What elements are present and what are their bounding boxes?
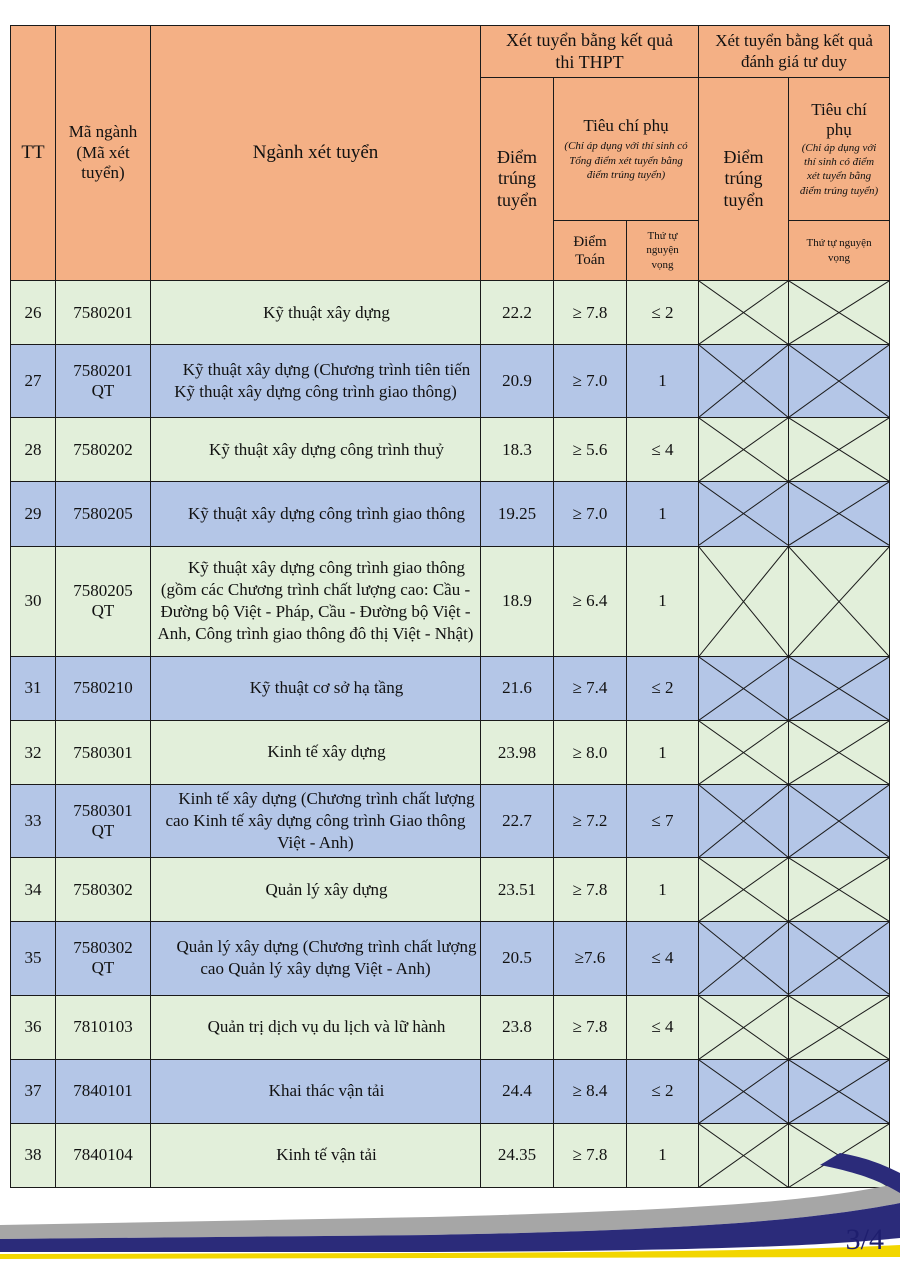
cell-ma-code: 7580210: [73, 678, 133, 698]
cell-diem-toan: ≥ 7.2: [554, 785, 627, 858]
cell-tt: 28: [11, 418, 56, 482]
cell-tt: 36: [11, 995, 56, 1059]
cell-nganh-text: Kinh tế vận tải: [276, 1145, 377, 1165]
header-group-thpt: [481, 26, 699, 78]
header-tieu-chi-phu-tuduy-title: Tiêu chí phụ: [811, 100, 867, 140]
footer-swoosh-decoration: [0, 1153, 900, 1273]
cell-ma-nganh: [56, 720, 151, 784]
cell-nganh: [151, 858, 481, 922]
cell-not-applicable: [789, 281, 890, 345]
cell-thu-tu-nv: ≤ 4: [627, 922, 699, 995]
cell-not-applicable: [699, 858, 789, 922]
cell-tt: 30: [11, 546, 56, 656]
table-row: [11, 482, 890, 546]
cell-diem-toan: ≥ 7.8: [554, 281, 627, 345]
cell-not-applicable: [789, 720, 890, 784]
cell-tt: 34: [11, 858, 56, 922]
cell-nganh: [151, 720, 481, 784]
cell-ma-code: 7840101: [73, 1081, 133, 1101]
header-ma-nganh-text: Mã ngành (Mã xét tuyển): [68, 122, 138, 183]
cell-diem-toan: ≥ 7.8: [554, 1123, 627, 1187]
header-thu-tu-nv: Thứ tự nguyện vọng: [627, 221, 699, 281]
cell-nganh-text: Kinh tế xây dựng: [267, 742, 386, 762]
table-row: [11, 281, 890, 345]
cell-not-applicable: [789, 995, 890, 1059]
cell-nganh-text: Quản lý xây dựng: [265, 879, 388, 899]
cell-not-applicable: [789, 546, 890, 656]
cell-diem-toan: ≥ 7.8: [554, 858, 627, 922]
cell-not-applicable: [699, 482, 789, 546]
cell-nganh-text: Kỹ thuật xây dựng công trình giao thông (gồm các Chương trình chất lượng cao: Cầu - Đường bộ Việt - Pháp, Cầu - Đường bộ Việt - Anh, Công trình giao thông đô thị Việt - Nhật): [157, 558, 474, 644]
cell-ma-code: 7580301: [73, 742, 133, 762]
header-thu-tu-nv-tuduy: Thứ tự nguyện vọng: [789, 221, 890, 281]
cell-diem: 22.2: [481, 281, 554, 345]
cell-nganh: [151, 995, 481, 1059]
cell-tt: 33: [11, 785, 56, 858]
cell-nganh-text: Khai thác vận tải: [268, 1081, 385, 1101]
admission-table: [10, 25, 890, 1188]
cell-ma-suffix: QT: [91, 958, 115, 978]
cell-not-applicable: [789, 418, 890, 482]
cell-diem-toan: ≥7.6: [554, 922, 627, 995]
header-group-tuduy-text: Xét tuyển bằng kết quả đánh giá tư duy: [715, 31, 873, 71]
cell-ma-nganh: [56, 785, 151, 858]
page-number: 3/4: [845, 1223, 884, 1256]
cell-tt: 26: [11, 281, 56, 345]
cell-ma-code: 7580205: [73, 581, 133, 601]
cell-not-applicable: [789, 1059, 890, 1123]
cell-not-applicable: [789, 858, 890, 922]
cell-thu-tu-nv: ≤ 2: [627, 656, 699, 720]
table-row: [11, 345, 890, 418]
cell-diem: 19.25: [481, 482, 554, 546]
header-nganh: Ngành xét tuyển: [151, 26, 481, 281]
table-row: [11, 1059, 890, 1123]
cell-ma-code: 7580202: [73, 439, 133, 459]
cell-not-applicable: [789, 482, 890, 546]
cell-ma-nganh: [56, 995, 151, 1059]
cell-thu-tu-nv: 1: [627, 720, 699, 784]
cell-not-applicable: [789, 656, 890, 720]
cell-nganh-text: Kinh tế xây dựng (Chương trình chất lượng cao Kinh tế xây dựng công trình Giao thông Việt - Anh): [165, 789, 475, 853]
cell-nganh-text: Kỹ thuật xây dựng: [263, 302, 390, 322]
cell-ma-nganh: [56, 922, 151, 995]
cell-ma-code: 7580301: [73, 801, 133, 821]
cell-ma-nganh: [56, 1059, 151, 1123]
cell-diem: 18.3: [481, 418, 554, 482]
cell-ma-nganh: [56, 345, 151, 418]
header-diem-trung-tuyen: Điểm trúng tuyển: [481, 78, 554, 281]
cell-ma-suffix: QT: [91, 821, 115, 841]
cell-ma-nganh: [56, 546, 151, 656]
cell-ma-nganh: [56, 418, 151, 482]
header-tieu-chi-phu-note: (Chỉ áp dụng với thí sinh có Tổng điểm xét tuyển bằng điểm trúng tuyển): [564, 140, 688, 181]
header-diem-toan: Điểm Toán: [554, 221, 627, 281]
cell-ma-nganh: [56, 656, 151, 720]
cell-nganh-text: Quản trị dịch vụ du lịch và lữ hành: [207, 1017, 446, 1037]
cell-thu-tu-nv: ≤ 4: [627, 418, 699, 482]
table-row: [11, 995, 890, 1059]
header-tt: TT: [11, 26, 56, 281]
cell-ma-code: 7580205: [73, 504, 133, 523]
cell-nganh: [151, 418, 481, 482]
cell-ma-nganh: [56, 482, 151, 546]
cell-nganh-text: Kỹ thuật xây dựng công trình giao thông: [188, 503, 465, 523]
header-tieu-chi-phu-tuduy: [789, 78, 890, 221]
cell-diem: 23.8: [481, 995, 554, 1059]
header-group-thpt-text: Xét tuyển bằng kết quả thi THPT: [506, 29, 673, 72]
cell-thu-tu-nv: 1: [627, 546, 699, 656]
cell-nganh-text: Kỹ thuật cơ sở hạ tầng: [249, 678, 404, 698]
cell-not-applicable: [699, 281, 789, 345]
cell-diem-toan: ≥ 7.0: [554, 482, 627, 546]
cell-ma-code: 7580302: [73, 938, 133, 958]
cell-not-applicable: [699, 656, 789, 720]
cell-not-applicable: [699, 720, 789, 784]
cell-thu-tu-nv: ≤ 2: [627, 1059, 699, 1123]
cell-diem: 22.7: [481, 785, 554, 858]
cell-tt: 31: [11, 656, 56, 720]
cell-diem-toan: ≥ 6.4: [554, 546, 627, 656]
cell-thu-tu-nv: ≤ 7: [627, 785, 699, 858]
header-tieu-chi-phu-title: Tiêu chí phụ: [583, 115, 669, 135]
cell-nganh: [151, 546, 481, 656]
cell-nganh: [151, 345, 481, 418]
header-tieu-chi-phu: [554, 78, 699, 221]
cell-nganh: [151, 656, 481, 720]
cell-nganh-text: Kỹ thuật xây dựng công trình thuỷ: [209, 439, 444, 459]
cell-not-applicable: [699, 546, 789, 656]
cell-nganh: [151, 922, 481, 995]
cell-diem: 21.6: [481, 656, 554, 720]
table-row: [11, 785, 890, 858]
cell-nganh-text: Kỹ thuật xây dựng (Chương trình tiên tiến Kỹ thuật xây dựng công trình giao thông): [174, 360, 471, 402]
cell-not-applicable: [699, 418, 789, 482]
cell-diem-toan: ≥ 7.0: [554, 345, 627, 418]
header-tieu-chi-phu-tuduy-note: (Chỉ áp dụng với thí sinh có điểm xét tuyển bằng điểm trúng tuyển): [799, 141, 879, 197]
table-row: [11, 720, 890, 784]
cell-not-applicable: [699, 785, 789, 858]
cell-diem-toan: ≥ 8.4: [554, 1059, 627, 1123]
cell-diem: 23.98: [481, 720, 554, 784]
table-row: [11, 418, 890, 482]
cell-nganh: [151, 785, 481, 858]
cell-ma-code: 7580302: [73, 879, 133, 899]
header-diem-trung-tuyen-tuduy: Điểm trúng tuyển: [699, 78, 789, 281]
cell-ma-suffix: QT: [91, 381, 115, 401]
cell-not-applicable: [699, 995, 789, 1059]
cell-ma-code: 7810103: [73, 1017, 133, 1037]
cell-thu-tu-nv: 1: [627, 482, 699, 546]
cell-thu-tu-nv: 1: [627, 1123, 699, 1187]
cell-diem-toan: ≥ 8.0: [554, 720, 627, 784]
cell-tt: 35: [11, 922, 56, 995]
table-row: [11, 656, 890, 720]
cell-tt: 29: [11, 482, 56, 546]
table-row: [11, 922, 890, 995]
cell-thu-tu-nv: ≤ 4: [627, 995, 699, 1059]
cell-diem-toan: ≥ 7.8: [554, 995, 627, 1059]
cell-diem: 18.9: [481, 546, 554, 656]
table-row: [11, 858, 890, 922]
cell-nganh-text: Quản lý xây dựng (Chương trình chất lượng cao Quản lý xây dựng Việt - Anh): [176, 937, 477, 979]
cell-diem-toan: ≥ 7.4: [554, 656, 627, 720]
cell-ma-nganh: [56, 858, 151, 922]
cell-ma-code: 7840104: [73, 1145, 133, 1165]
cell-tt: 32: [11, 720, 56, 784]
cell-not-applicable: [789, 922, 890, 995]
cell-nganh: [151, 1059, 481, 1123]
cell-diem-toan: ≥ 5.6: [554, 418, 627, 482]
cell-ma-code: 7580201: [73, 361, 133, 381]
cell-nganh: [151, 482, 481, 546]
header-group-tuduy: [699, 26, 890, 78]
cell-ma-suffix: QT: [91, 601, 115, 621]
cell-not-applicable: [699, 1059, 789, 1123]
cell-diem: 24.35: [481, 1123, 554, 1187]
cell-diem: 23.51: [481, 858, 554, 922]
cell-thu-tu-nv: 1: [627, 858, 699, 922]
table-body: [11, 281, 890, 1188]
cell-thu-tu-nv: ≤ 2: [627, 281, 699, 345]
cell-not-applicable: [789, 785, 890, 858]
cell-not-applicable: [789, 345, 890, 418]
cell-thu-tu-nv: 1: [627, 345, 699, 418]
header-ma-nganh: [56, 26, 151, 281]
cell-diem: 20.9: [481, 345, 554, 418]
cell-ma-code: 7580201: [73, 302, 133, 322]
cell-tt: 38: [11, 1123, 56, 1187]
cell-tt: 37: [11, 1059, 56, 1123]
cell-nganh: [151, 281, 481, 345]
cell-tt: 27: [11, 345, 56, 418]
cell-ma-nganh: [56, 281, 151, 345]
table-row: [11, 546, 890, 656]
cell-diem: 20.5: [481, 922, 554, 995]
cell-not-applicable: [699, 345, 789, 418]
cell-diem: 24.4: [481, 1059, 554, 1123]
cell-not-applicable: [699, 922, 789, 995]
